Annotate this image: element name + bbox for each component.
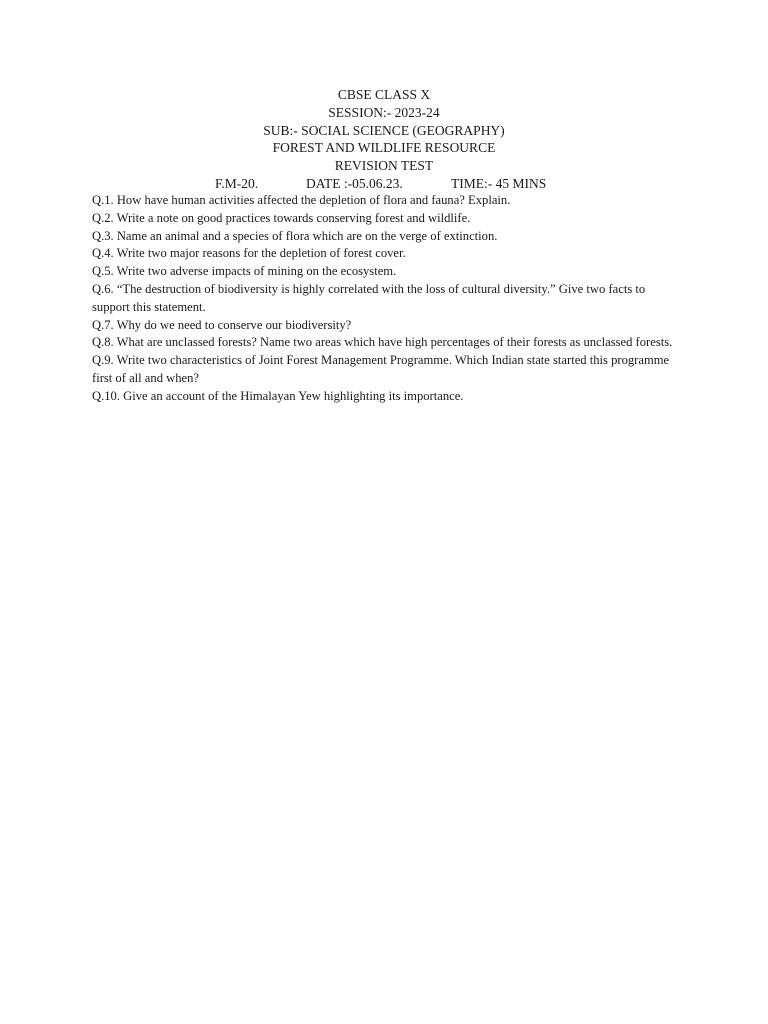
question-2: Q.2. Write a note on good practices towards conserving forest and wildlife. <box>92 210 471 225</box>
test-header <box>0 86 768 175</box>
board-class-title: CBSE CLASS X <box>337 87 431 102</box>
question-4: Q.4. Write two major reasons for the depletion of forest cover. <box>92 246 406 261</box>
test-date: DATE :-05.06.23. <box>306 176 403 191</box>
session-line: SESSION:- 2023-24 <box>328 104 440 120</box>
full-marks: F.M-20. <box>215 176 259 191</box>
subject-line: SUB:- SOCIAL SCIENCE (GEOGRAPHY) <box>263 122 505 138</box>
question-1: Q.1. How have human activities affected the depletion of flora and fauna? Explain. <box>92 193 511 207</box>
question-7: Q.7. Why do we need to conserve our biodiversity? <box>92 317 352 332</box>
chapter-title: FOREST AND WILDLIFE RESOURCE <box>272 140 496 156</box>
question-3: Q.3. Name an animal and a species of flora which are on the verge of extinction. <box>92 228 498 243</box>
question-list <box>92 192 682 406</box>
question-10: Q.10. Give an account of the Himalayan Yew highlighting its importance. <box>92 388 464 403</box>
question-8: Q.8. What are unclassed forests? Name two areas which have high percentages of their forests as unclassed forests. <box>92 335 673 350</box>
question-9: Q.9. Write two characteristics of Joint Forest Management Programme. Which Indian state started this programme first of all and when? <box>92 353 670 385</box>
test-duration: TIME:- 45 MINS <box>451 176 547 191</box>
test-type-title: REVISION TEST <box>334 158 434 174</box>
question-6: Q.6. “The destruction of biodiversity is highly correlated with the loss of cultural diversity.” Give two facts to support this statement. <box>92 281 646 314</box>
question-5: Q.5. Write two adverse impacts of mining on the ecosystem. <box>92 264 397 279</box>
